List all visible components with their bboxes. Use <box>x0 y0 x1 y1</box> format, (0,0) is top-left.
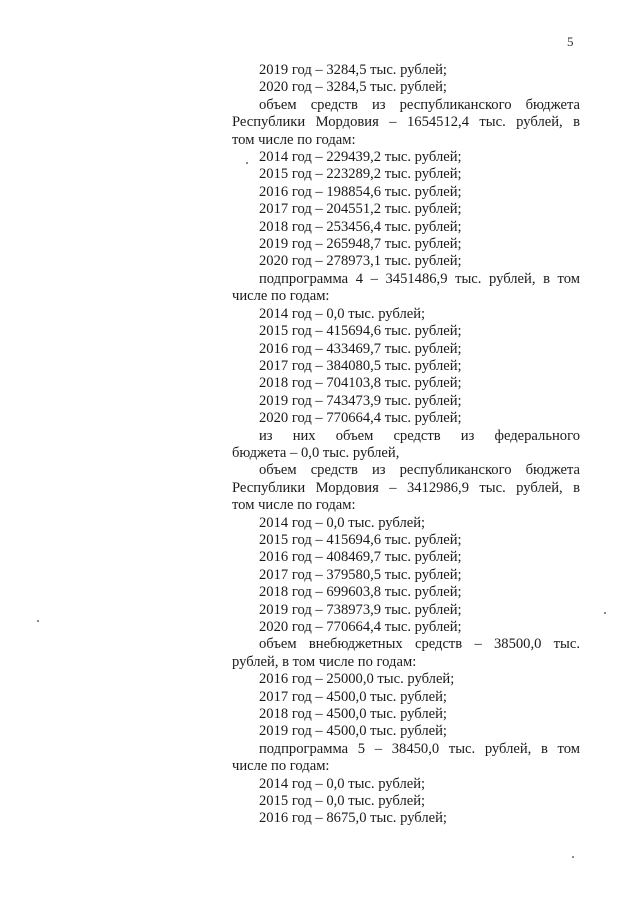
text-line: 2018 год – 699603,8 тыс. рублей; <box>259 584 462 601</box>
text-line: 2020 год – 3284,5 тыс. рублей; <box>259 79 447 96</box>
text-line: 2020 год – 770664,4 тыс. рублей; <box>259 410 462 427</box>
text-line: объем средств из республиканского бюджета <box>259 462 580 479</box>
text-line: 2015 год – 0,0 тыс. рублей; <box>259 793 426 810</box>
text-line: 2018 год – 253456,4 тыс. рублей; <box>259 218 462 235</box>
text-line: бюджета – 0,0 тыс. рублей, <box>232 444 400 461</box>
text-line: числе по годам: <box>232 288 330 305</box>
text-line: подпрограмма 4 – 3451486,9 тыс. рублей, в том <box>259 270 580 287</box>
text-line: 2014 год – 0,0 тыс. рублей; <box>259 775 426 792</box>
page-number: 5 <box>567 34 574 49</box>
text-line: 2017 год – 204551,2 тыс. рублей; <box>259 201 462 218</box>
text-line: 2016 год – 433469,7 тыс. рублей; <box>259 340 462 357</box>
text-line: Республики Мордовия – 1654512,4 тыс. рублей, в <box>232 114 580 131</box>
text-line: рублей, в том числе по годам: <box>232 653 417 670</box>
text-line: 2015 год – 415694,6 тыс. рублей; <box>259 323 462 340</box>
text-line: 2015 год – 415694,6 тыс. рублей; <box>259 531 462 548</box>
text-line: 2016 год – 408469,7 тыс. рублей; <box>259 549 462 566</box>
text-line: 2019 год – 743473,9 тыс. рублей; <box>259 392 462 409</box>
text-line: из них объем средств из федерального <box>259 427 580 444</box>
text-line: 2018 год – 4500,0 тыс. рублей; <box>259 706 447 723</box>
text-line: 2017 год – 379580,5 тыс. рублей; <box>259 566 462 583</box>
scan-speck <box>37 620 39 622</box>
scan-speck <box>572 856 574 858</box>
text-line: 2014 год – 229439,2 тыс. рублей; <box>259 149 462 166</box>
text-line: 2019 год – 4500,0 тыс. рублей; <box>259 723 447 740</box>
text-line: Республики Мордовия – 3412986,9 тыс. рублей, в <box>232 479 580 496</box>
text-line: 2016 год – 25000,0 тыс. рублей; <box>259 671 455 688</box>
text-line: 2019 год – 265948,7 тыс. рублей; <box>259 236 462 253</box>
scan-speck <box>246 162 248 164</box>
text-line: объем средств из республиканского бюджета <box>259 96 580 113</box>
text-line: 2016 год – 198854,6 тыс. рублей; <box>259 183 462 200</box>
text-line: 2016 год – 8675,0 тыс. рублей; <box>259 810 447 827</box>
text-line: 2019 год – 738973,9 тыс. рублей; <box>259 601 462 618</box>
text-line: том числе по годам: <box>232 131 356 148</box>
text-line: 2020 год – 770664,4 тыс. рублей; <box>259 619 462 635</box>
document-body <box>232 62 580 828</box>
text-line: 2017 год – 384080,5 тыс. рублей; <box>259 357 462 374</box>
text-line: 2014 год – 0,0 тыс. рублей; <box>259 514 426 531</box>
scan-speck <box>604 612 606 614</box>
text-line: числе по годам: <box>232 758 330 775</box>
text-line: объем внебюджетных средств – 38500,0 тыс. <box>259 636 580 653</box>
text-line: 2015 год – 223289,2 тыс. рублей; <box>259 166 462 183</box>
text-line: подпрограмма 5 – 38450,0 тыс. рублей, в том <box>259 740 580 757</box>
text-line: том числе по годам: <box>232 497 356 514</box>
text-line: 2019 год – 3284,5 тыс. рублей; <box>259 62 447 78</box>
text-line: 2014 год – 0,0 тыс. рублей; <box>259 305 426 322</box>
text-line: 2017 год – 4500,0 тыс. рублей; <box>259 688 447 705</box>
text-line: 2020 год – 278973,1 тыс. рублей; <box>259 253 462 270</box>
text-line: 2018 год – 704103,8 тыс. рублей; <box>259 375 462 392</box>
